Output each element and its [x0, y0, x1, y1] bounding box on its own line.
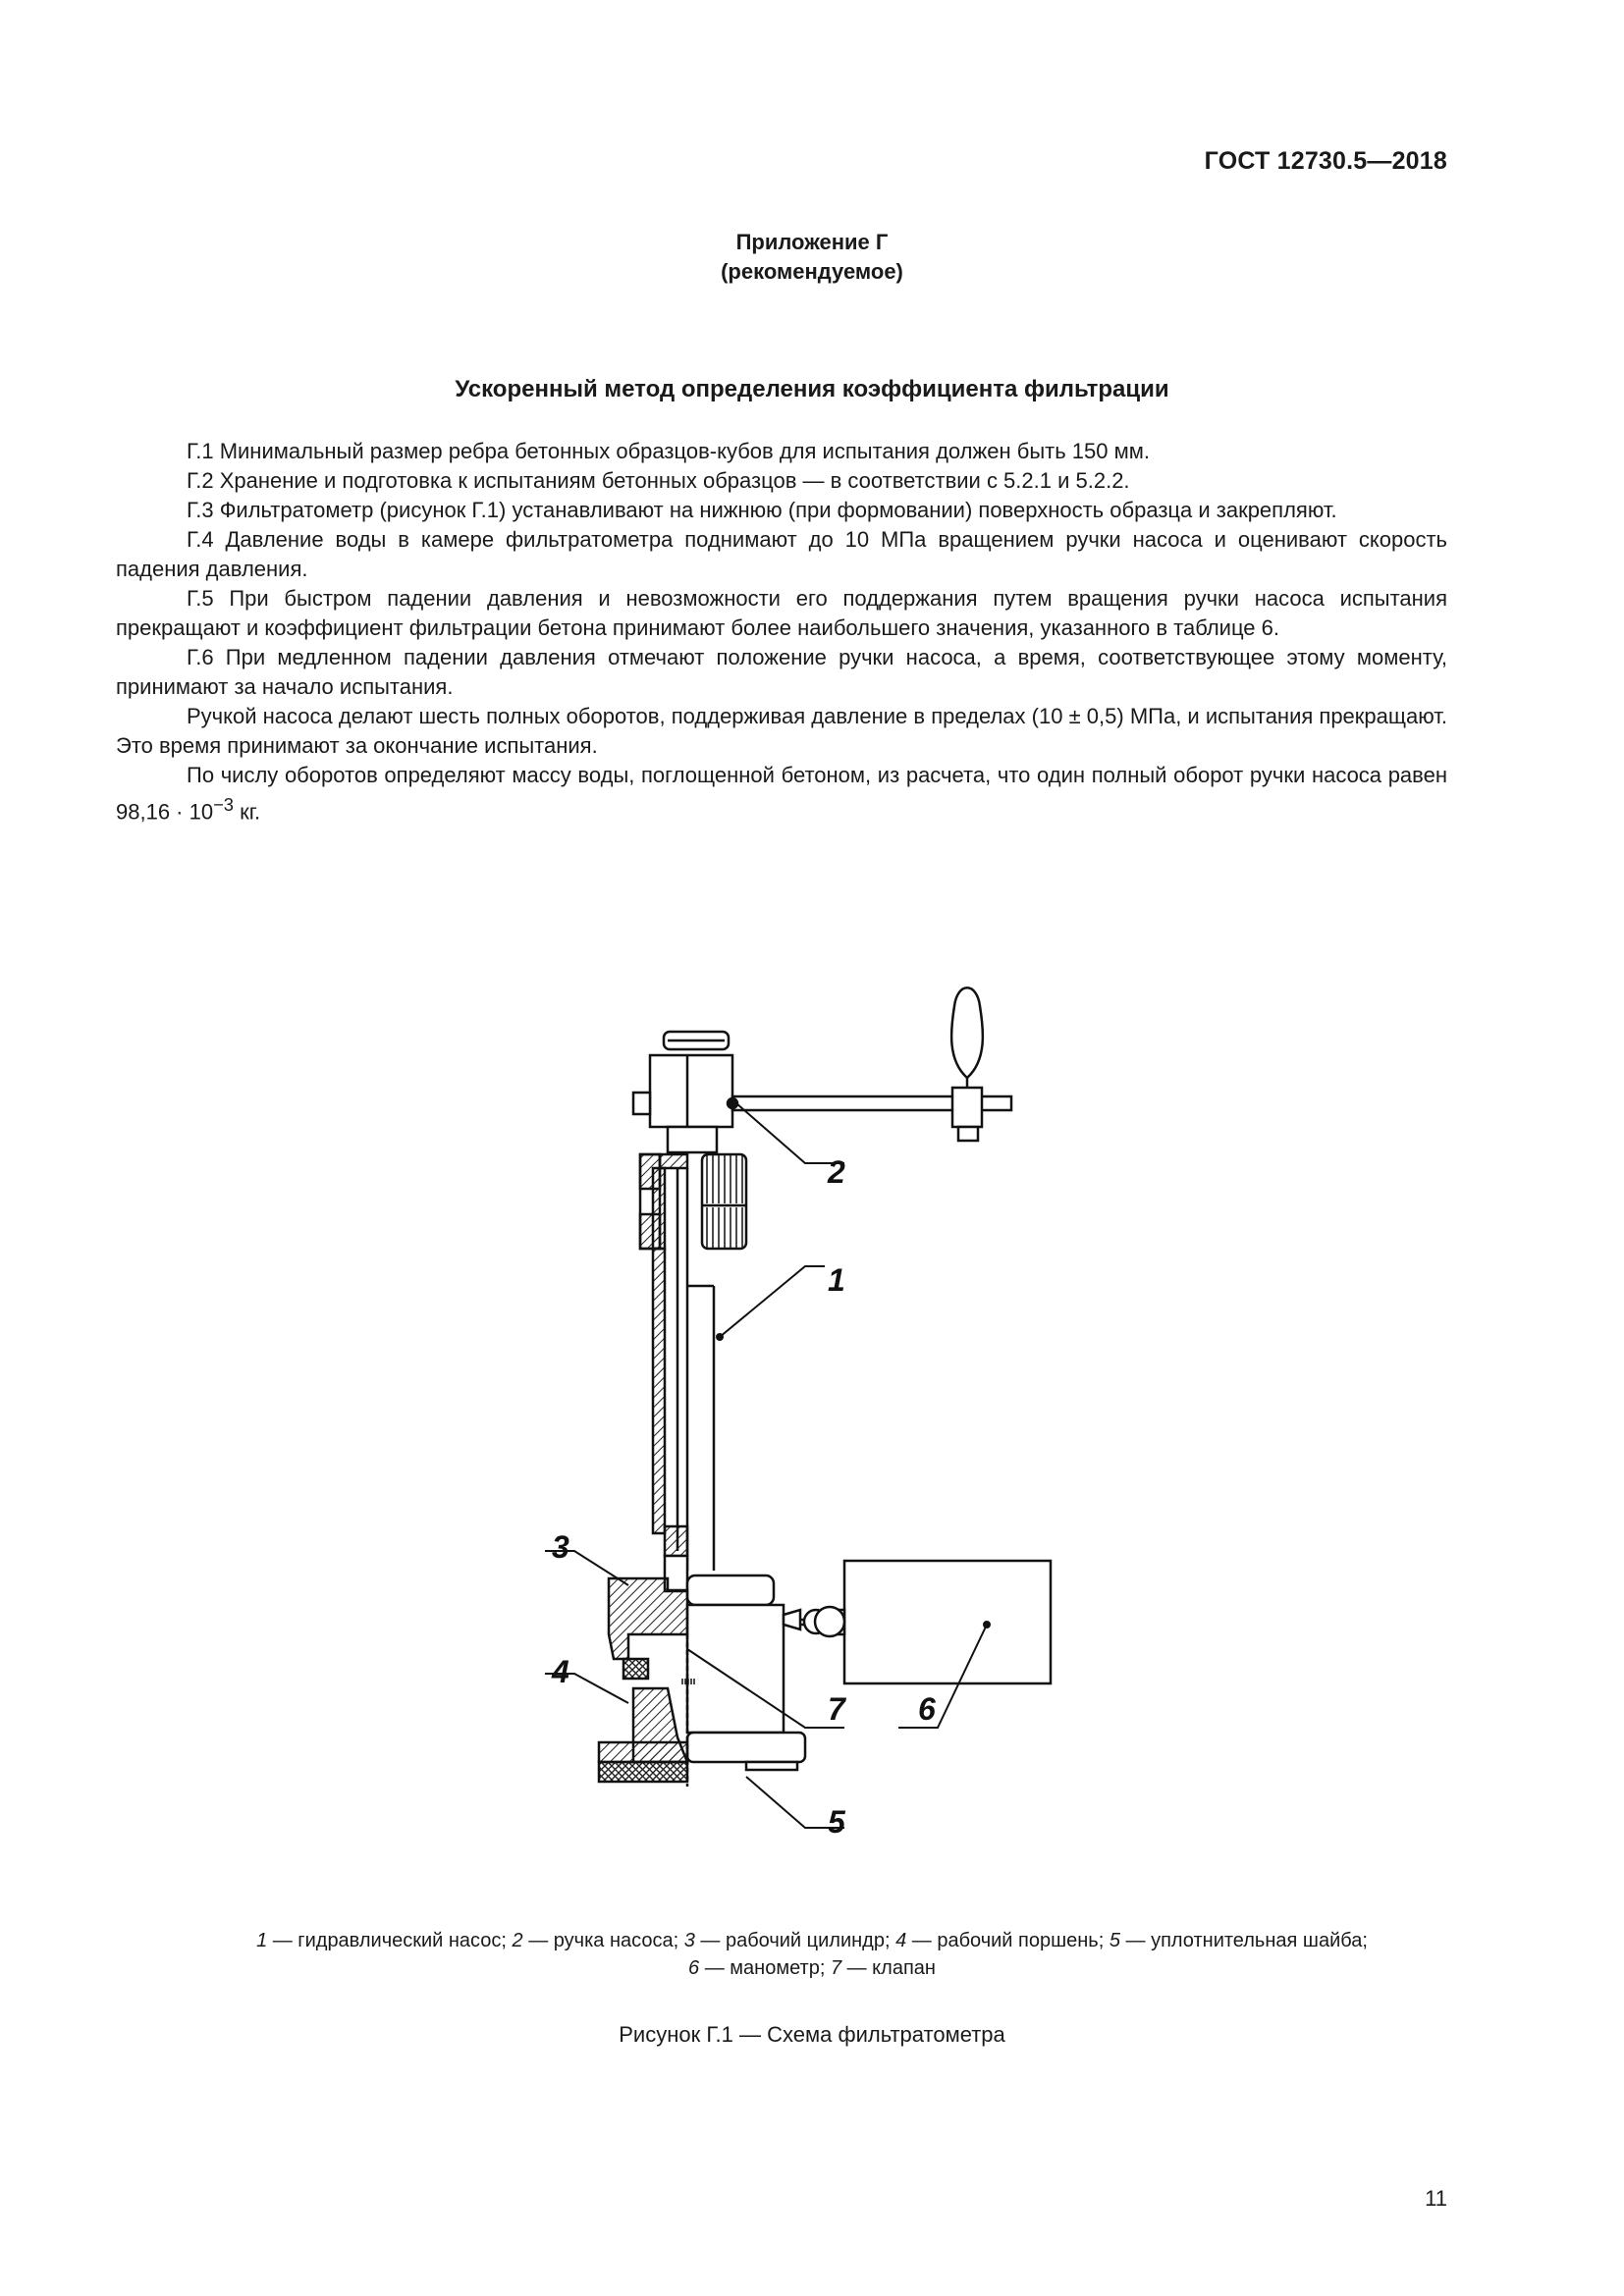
callout-5: 5: [828, 1804, 845, 1840]
paragraph-g1: Г.1 Минимальный размер ребра бетонных образцов-кубов для испытания должен быть 150 мм.: [187, 439, 1150, 463]
paragraph-g4: Г.4 Давление воды в камере фильтратометра поднимают до 10 МПа вращением ручки насоса и оценивают скорость падения давления.: [116, 527, 1447, 581]
filtratometer-diagram: [530, 957, 1060, 1841]
paragraph-handle-turns: Ручкой насоса делают шесть полных оборотов, поддерживая давление в пределах (10 ± 0,5) МПа, и испытания прекращают. Это время принимают за окончание испытания.: [116, 704, 1447, 758]
body-text: [116, 437, 1447, 827]
paragraph-g6: Г.6 При медленном падении давления отмечают положение ручки насоса, а время, соответствующее этому моменту, принимают за начало испытания.: [116, 645, 1447, 699]
water-mass-text: По числу оборотов определяют массу воды, поглощенной бетоном, из расчета, что один полный оборот ручки насоса равен 98,16 · 10: [116, 763, 1447, 825]
water-mass-exponent: −3: [213, 794, 234, 815]
figure-caption: Рисунок Г.1 — Схема фильтратометра: [619, 2022, 1005, 2047]
section-title: Ускоренный метод определения коэффициента фильтрации: [455, 376, 1169, 402]
paragraph-water-mass: [116, 761, 1447, 827]
callout-4: 4: [552, 1654, 569, 1689]
page-number: 11: [1425, 2186, 1447, 2211]
legend-line-2: 6 — манометр; 7 — клапан: [688, 1957, 936, 1979]
callout-7: 7: [828, 1691, 845, 1727]
callout-2: 2: [828, 1154, 845, 1190]
callout-1: 1: [828, 1262, 845, 1298]
appendix-title: Приложение Г: [735, 230, 889, 254]
paragraph-g5: Г.5 При быстром падении давления и невозможности его поддержания путем вращения ручки насоса испытания прекращают и коэффициент фильтрации бетона принимают более наибольшего значения, указанного в таблице 6.: [116, 586, 1447, 640]
legend-line-1: 1 — гидравлический насос; 2 — ручка насоса; 3 — рабочий цилиндр; 4 — рабочий поршень; 5 — уплотнительная шайба;: [256, 1930, 1368, 1951]
standard-code: ГОСТ 12730.5—2018: [1204, 147, 1447, 175]
appendix-heading: [0, 228, 1624, 287]
callout-3: 3: [552, 1529, 569, 1565]
paragraph-g2: Г.2 Хранение и подготовка к испытаниям бетонных образцов — в соответствии с 5.2.1 и 5.2.2.: [187, 468, 1130, 493]
callout-6: 6: [918, 1691, 936, 1727]
water-mass-unit: кг.: [233, 799, 261, 825]
figure-legend: [0, 1927, 1624, 1982]
appendix-status: (рекомендуемое): [721, 259, 903, 284]
paragraph-g3: Г.3 Фильтратометр (рисунок Г.1) устанавливают на нижнюю (при формовании) поверхность образца и закрепляют.: [187, 498, 1337, 522]
